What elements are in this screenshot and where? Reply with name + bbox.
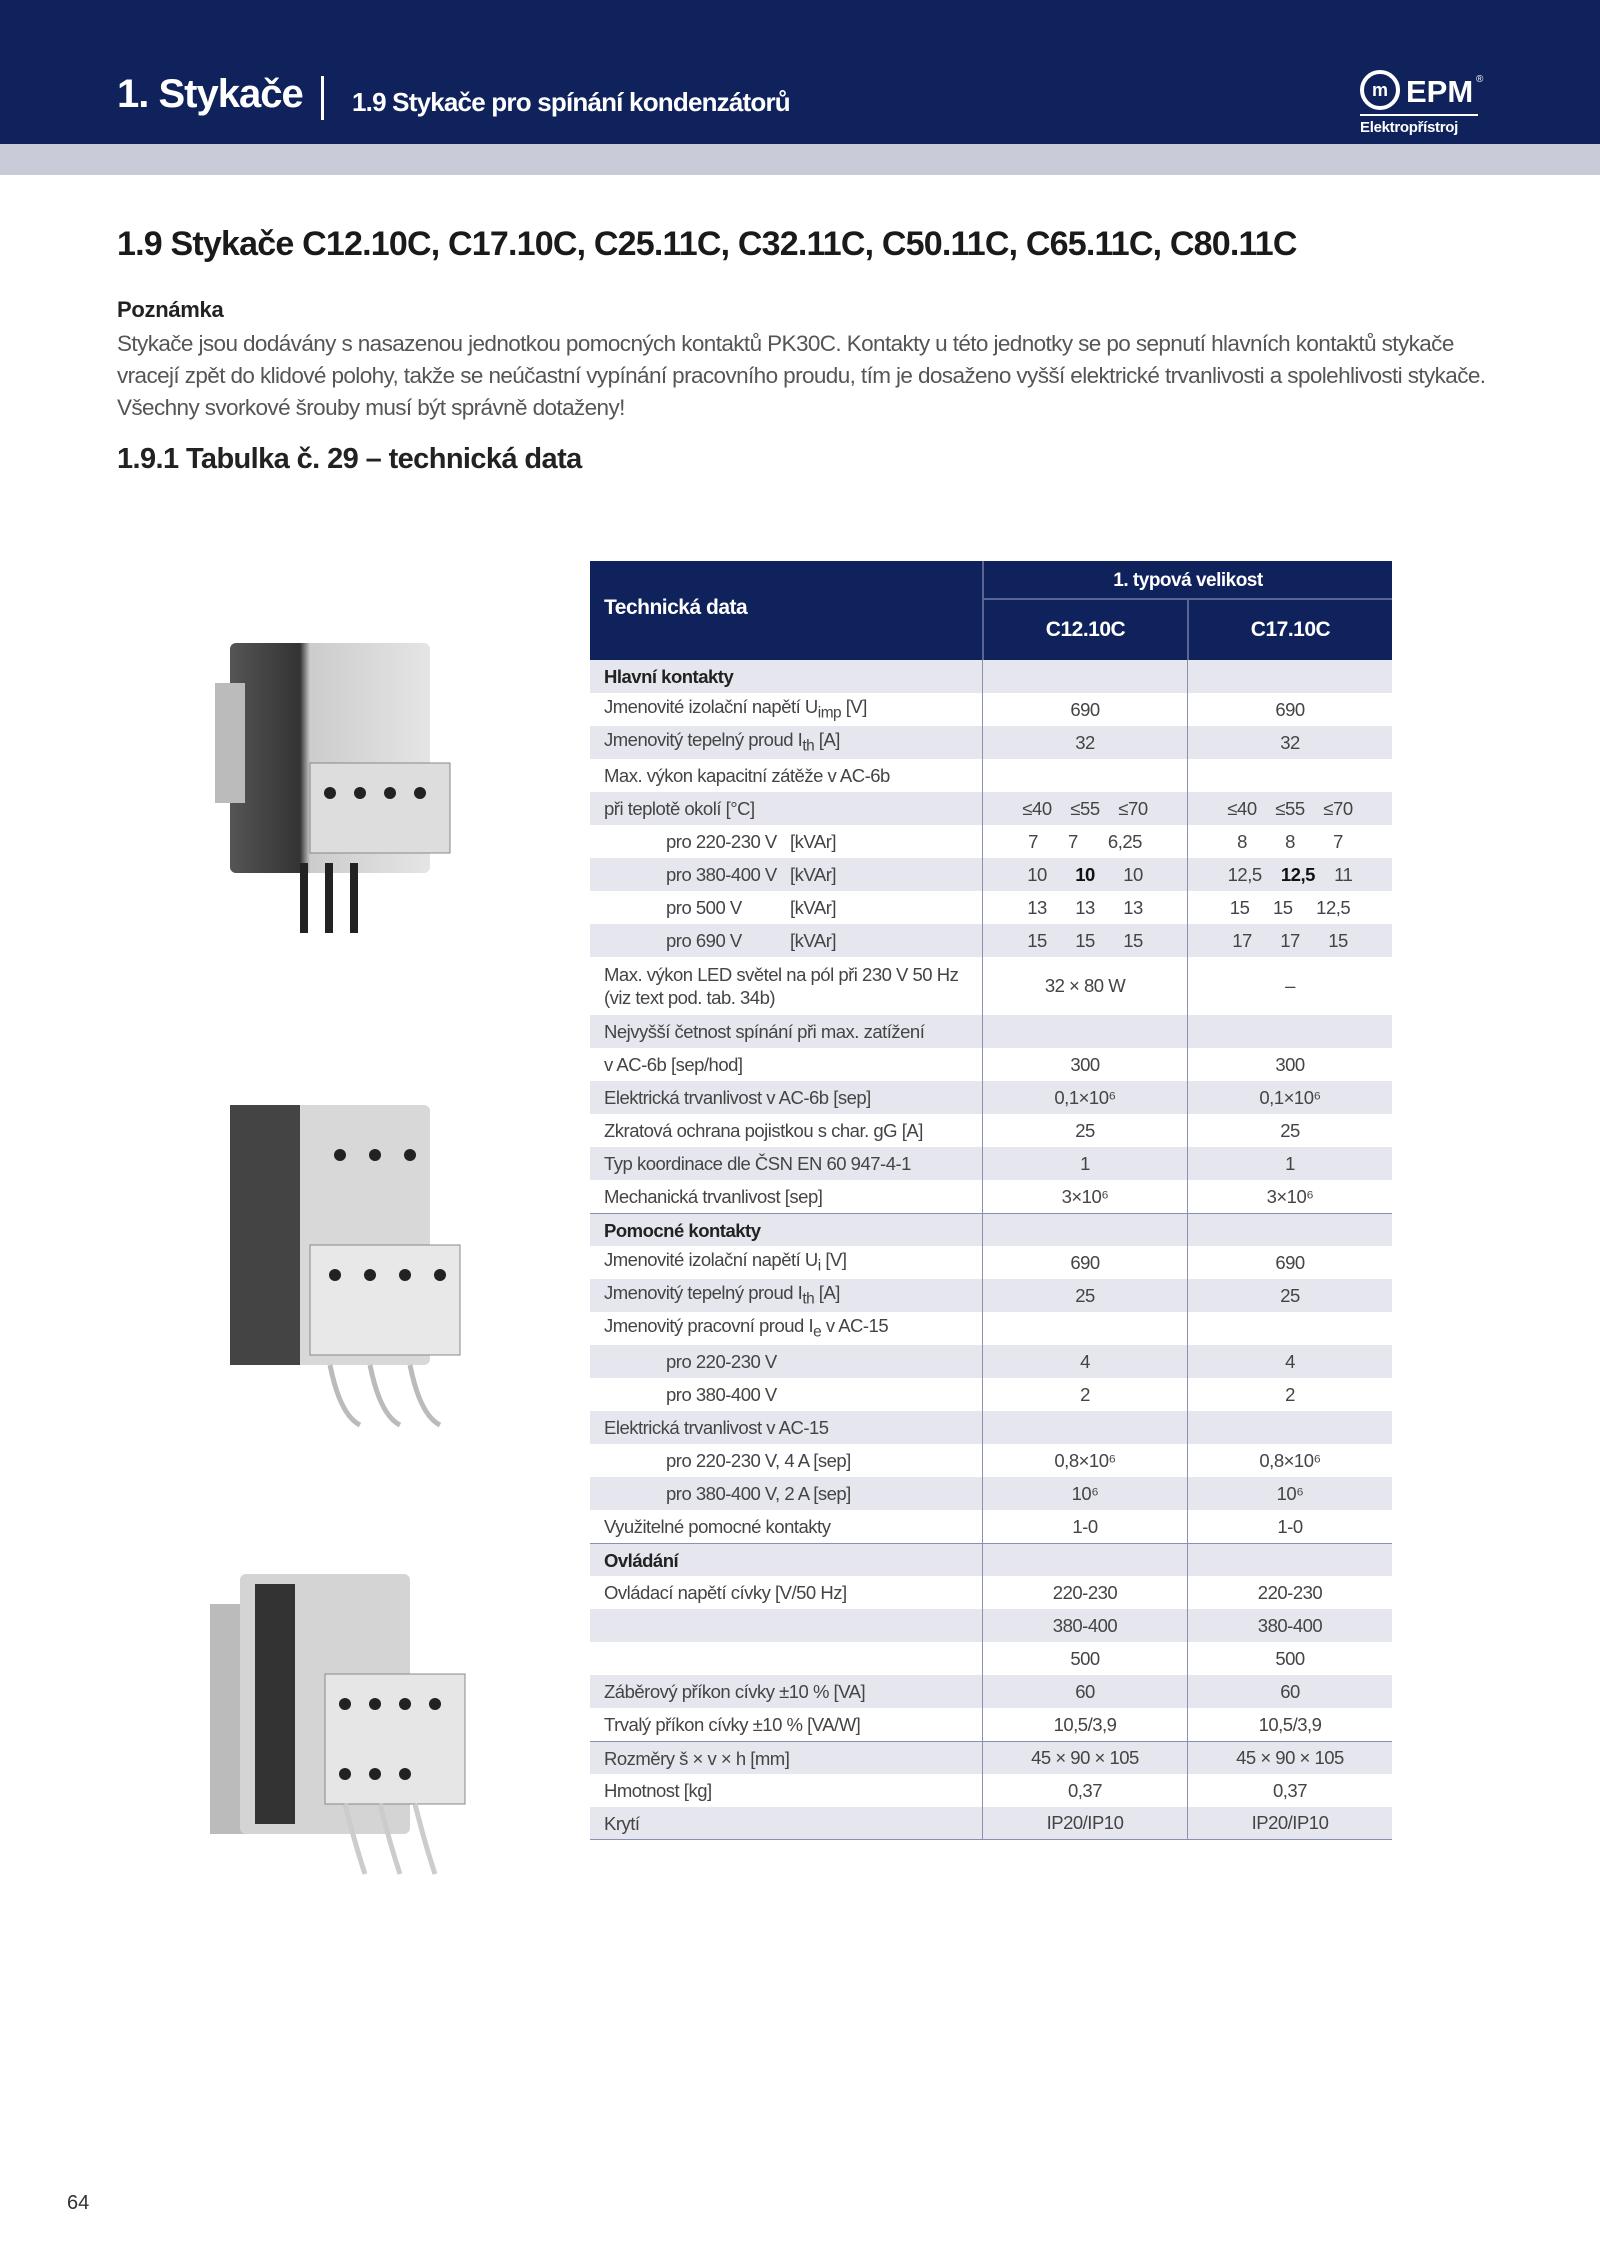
row-value-c17.10c: 690 bbox=[1187, 693, 1392, 726]
row-label bbox=[590, 797, 982, 820]
row-label-text: Pomocné kontakty bbox=[604, 1219, 761, 1241]
row-value-c12.10c: 25 bbox=[982, 1279, 1187, 1312]
row-subvalue: 13 bbox=[1027, 896, 1047, 918]
row-label-text: Rozměry š × v × h [mm] bbox=[604, 1747, 790, 1769]
row-value-c17.10c: 10,5/3,9 bbox=[1187, 1708, 1392, 1741]
row-value-c12.10c: 1 bbox=[982, 1147, 1187, 1180]
row-label-text: Hlavní kontakty bbox=[604, 666, 734, 687]
row-subvalue: ≤70 bbox=[1323, 797, 1353, 819]
row-subvalue: 17 bbox=[1280, 929, 1300, 951]
row-label-subscript: th bbox=[802, 737, 815, 755]
row-label bbox=[590, 1713, 982, 1736]
row-subvalue: ≤40 bbox=[1227, 797, 1257, 819]
row-label bbox=[590, 929, 982, 952]
table-row bbox=[590, 1246, 1392, 1279]
table-row bbox=[590, 1048, 1392, 1081]
row-subvalue: 10 bbox=[1123, 863, 1143, 885]
row-value-c12.10c bbox=[982, 858, 1187, 891]
row-label-suffix: [A] bbox=[814, 728, 840, 750]
row-value-c12.10c bbox=[982, 1411, 1187, 1444]
row-label bbox=[590, 1549, 982, 1572]
row-label-suffix: [V] bbox=[841, 695, 867, 717]
row-value-c12.10c bbox=[982, 792, 1187, 825]
table-row bbox=[590, 759, 1392, 792]
row-unit: [kVAr] bbox=[790, 831, 836, 852]
row-subvalue: 13 bbox=[1123, 896, 1143, 918]
row-value-c12.10c bbox=[982, 1015, 1187, 1048]
row-label-suffix: [V] bbox=[820, 1248, 847, 1270]
row-subvalue: ≤55 bbox=[1275, 797, 1305, 819]
table-row bbox=[590, 1345, 1392, 1378]
row-label-text: Jmenovitý tepelný proud I bbox=[604, 728, 803, 750]
row-subvalue: 11 bbox=[1334, 863, 1353, 885]
row-value-c17.10c bbox=[1187, 660, 1392, 693]
row-value-c17.10c bbox=[1187, 792, 1392, 825]
row-label-text: pro 380-400 V bbox=[666, 1384, 777, 1405]
table-row bbox=[590, 1411, 1392, 1444]
row-value-c17.10c bbox=[1187, 1214, 1392, 1246]
row-label bbox=[590, 1185, 982, 1208]
table-row bbox=[590, 726, 1392, 759]
row-label-text: Záběrový příkon cívky ±10 % [VA] bbox=[604, 1681, 866, 1702]
row-value-c17.10c: – bbox=[1187, 957, 1392, 1015]
row-value-c12.10c bbox=[982, 1544, 1187, 1576]
row-unit: [kVAr] bbox=[790, 864, 836, 885]
contactor-photo-3 bbox=[195, 1544, 480, 1899]
row-value-c12.10c bbox=[982, 825, 1187, 858]
row-label bbox=[590, 1515, 982, 1538]
header-technical-data: Technická data bbox=[604, 596, 748, 619]
row-subvalue: 15 bbox=[1272, 896, 1293, 918]
table-row bbox=[590, 792, 1392, 825]
table-row bbox=[590, 1609, 1392, 1642]
row-subvalue: 15 bbox=[1075, 929, 1095, 951]
row-value-c17.10c: 2 bbox=[1187, 1378, 1392, 1411]
table-row bbox=[590, 924, 1392, 957]
table-section-row bbox=[590, 1213, 1392, 1246]
row-value-c17.10c: 0,8×10⁶ bbox=[1187, 1444, 1392, 1477]
row-value-c17.10c: IP20/IP10 bbox=[1187, 1807, 1392, 1839]
row-value-c12.10c: 1-0 bbox=[982, 1510, 1187, 1543]
row-label-text: pro 220-230 V, 4 A [sep] bbox=[666, 1450, 851, 1471]
row-label-text: pro 380-400 V bbox=[666, 864, 777, 885]
page-number: 64 bbox=[67, 2192, 90, 2214]
table-row bbox=[590, 891, 1392, 924]
row-subvalue: 10 bbox=[1027, 863, 1047, 885]
technical-data-table bbox=[590, 561, 1392, 1840]
row-value-c12.10c bbox=[982, 660, 1187, 693]
row-label bbox=[590, 1482, 982, 1505]
row-unit: [kVAr] bbox=[790, 930, 836, 951]
table-header bbox=[590, 561, 1392, 660]
row-value-c17.10c bbox=[1187, 1544, 1392, 1576]
row-subvalue: 15 bbox=[1123, 929, 1143, 951]
row-value-c17.10c: 1 bbox=[1187, 1147, 1392, 1180]
row-label-text: pro 220-230 V bbox=[666, 831, 777, 852]
logo-subtitle: Elektropřístroj bbox=[1360, 119, 1459, 136]
table-row bbox=[590, 1015, 1392, 1048]
row-label-text: Jmenovité izolační napětí U bbox=[604, 695, 818, 717]
row-label bbox=[590, 1314, 982, 1344]
row-label-suffix: [A] bbox=[814, 1281, 840, 1303]
row-label-text: Ovládací napětí cívky [V/50 Hz] bbox=[604, 1582, 847, 1603]
row-label bbox=[590, 1350, 982, 1373]
chapter-title: 1. Stykače bbox=[117, 72, 303, 116]
row-label-text: Trvalý příkon cívky ±10 % [VA/W] bbox=[604, 1714, 861, 1735]
header-model-c17: C17.10C bbox=[1187, 600, 1392, 660]
row-label bbox=[590, 1416, 982, 1439]
row-label bbox=[590, 1119, 982, 1142]
row-label-subscript: imp bbox=[817, 704, 842, 722]
row-label-text: Typ koordinace dle ČSN EN 60 947-4-1 bbox=[604, 1153, 911, 1174]
row-value-c17.10c: 25 bbox=[1187, 1279, 1392, 1312]
row-value-c12.10c: 690 bbox=[982, 1246, 1187, 1279]
section-title: 1.9 Stykače pro spínání kondenzátorů bbox=[352, 87, 790, 117]
row-label bbox=[590, 896, 982, 919]
header-divider bbox=[321, 76, 324, 120]
row-value-c17.10c: 32 bbox=[1187, 726, 1392, 759]
row-subvalue: 12,5 bbox=[1227, 863, 1262, 885]
row-value-c17.10c bbox=[1187, 1312, 1392, 1345]
row-value-c17.10c: 25 bbox=[1187, 1114, 1392, 1147]
row-label-text: Nejvyšší četnost spínání při max. zatížení bbox=[604, 1021, 925, 1042]
row-value-c17.10c bbox=[1187, 825, 1392, 858]
logo-registered: ® bbox=[1476, 74, 1484, 85]
contactor-photo-1 bbox=[200, 613, 480, 963]
table-row bbox=[590, 1576, 1392, 1609]
row-value-c17.10c bbox=[1187, 1015, 1392, 1048]
row-subvalue: 13 bbox=[1075, 896, 1095, 918]
table-row bbox=[590, 825, 1392, 858]
row-label-suffix: v AC-15 bbox=[821, 1314, 889, 1336]
table-row bbox=[590, 1444, 1392, 1477]
row-value-c17.10c bbox=[1187, 1411, 1392, 1444]
row-value-c12.10c: 0,1×10⁶ bbox=[982, 1081, 1187, 1114]
row-label bbox=[590, 1281, 982, 1311]
row-value-c12.10c bbox=[982, 759, 1187, 792]
row-subvalue: 15 bbox=[1027, 929, 1047, 951]
table-row bbox=[590, 1081, 1392, 1114]
row-label-text: Jmenovité izolační napětí U bbox=[604, 1248, 818, 1270]
row-subvalue: ≤70 bbox=[1118, 797, 1148, 819]
row-subvalue: 6,25 bbox=[1107, 830, 1142, 852]
row-value-c12.10c bbox=[982, 924, 1187, 957]
row-label-subscript: e bbox=[813, 1323, 822, 1341]
row-value-c17.10c: 300 bbox=[1187, 1048, 1392, 1081]
row-value-c12.10c: 380-400 bbox=[982, 1609, 1187, 1642]
row-value-c17.10c: 45 × 90 × 105 bbox=[1187, 1742, 1392, 1774]
row-label bbox=[590, 1747, 982, 1770]
row-label-text: Mechanická trvanlivost [sep] bbox=[604, 1186, 823, 1207]
epm-logo bbox=[1360, 70, 1485, 140]
logo-line bbox=[1360, 114, 1478, 116]
row-subvalue: 10 bbox=[1075, 863, 1095, 885]
row-label bbox=[590, 665, 982, 688]
row-label bbox=[590, 1581, 982, 1604]
table-body bbox=[590, 660, 1392, 1840]
row-value-c12.10c: 220-230 bbox=[982, 1576, 1187, 1609]
row-subvalue: ≤40 bbox=[1022, 797, 1052, 819]
row-value-c17.10c: 4 bbox=[1187, 1345, 1392, 1378]
row-value-c17.10c: 500 bbox=[1187, 1642, 1392, 1675]
row-subvalue: 15 bbox=[1229, 896, 1250, 918]
row-label-text: v AC-6b [sep/hod] bbox=[604, 1054, 743, 1075]
contactor-photo-2 bbox=[210, 1075, 480, 1445]
row-label-text: Max. výkon kapacitní zátěže v AC-6b bbox=[604, 765, 890, 786]
row-subvalue: 8 bbox=[1285, 830, 1295, 852]
note-title: Poznámka bbox=[117, 297, 224, 322]
row-value-c12.10c: 690 bbox=[982, 693, 1187, 726]
table-row bbox=[590, 1708, 1392, 1741]
row-value-c12.10c: 2 bbox=[982, 1378, 1187, 1411]
row-label-line2: (viz text pod. tab. 34b) bbox=[604, 987, 776, 1008]
row-value-c17.10c bbox=[1187, 891, 1392, 924]
table-row bbox=[590, 1477, 1392, 1510]
row-label bbox=[590, 1248, 982, 1278]
row-subvalue: 12,5 bbox=[1316, 896, 1351, 918]
row-subvalue: 7 bbox=[1028, 830, 1038, 852]
row-value-c12.10c: 0,8×10⁶ bbox=[982, 1444, 1187, 1477]
row-value-c17.10c: 10⁶ bbox=[1187, 1477, 1392, 1510]
row-label-text: Využitelné pomocné kontakty bbox=[604, 1516, 831, 1537]
row-label bbox=[590, 1020, 982, 1043]
row-value-c12.10c: 32 × 80 W bbox=[982, 957, 1187, 1015]
table-row bbox=[590, 1807, 1392, 1840]
row-subvalue: 7 bbox=[1333, 830, 1343, 852]
logo-mark-icon: m bbox=[1360, 70, 1400, 110]
page-title: 1.9 Stykače C12.10C, C17.10C, C25.11C, C32.11C, C50.11C, C65.11C, C80.11C bbox=[117, 225, 1297, 263]
table-row bbox=[590, 1510, 1392, 1543]
row-label bbox=[590, 1449, 982, 1472]
row-label-text: pro 500 V bbox=[666, 897, 742, 918]
row-label-text: Hmotnost [kg] bbox=[604, 1780, 712, 1801]
row-value-c12.10c: 32 bbox=[982, 726, 1187, 759]
table-row bbox=[590, 1642, 1392, 1675]
row-value-c12.10c: 3×10⁶ bbox=[982, 1180, 1187, 1213]
row-subvalue: 17 bbox=[1232, 929, 1252, 951]
row-label-text: Jmenovitý tepelný proud I bbox=[604, 1281, 803, 1303]
header-band bbox=[0, 144, 1600, 175]
row-value-c12.10c: IP20/IP10 bbox=[982, 1807, 1187, 1839]
row-value-c17.10c bbox=[1187, 858, 1392, 891]
row-value-c12.10c: 0,37 bbox=[982, 1774, 1187, 1807]
row-value-c17.10c: 220-230 bbox=[1187, 1576, 1392, 1609]
table-row bbox=[590, 957, 1392, 1015]
row-label bbox=[590, 1779, 982, 1802]
table-row bbox=[590, 1114, 1392, 1147]
row-subvalue: ≤55 bbox=[1070, 797, 1100, 819]
row-value-c12.10c: 10,5/3,9 bbox=[982, 1708, 1187, 1741]
row-label-text: Zkratová ochrana pojistkou s char. gG [A] bbox=[604, 1120, 923, 1141]
table-row bbox=[590, 1147, 1392, 1180]
row-value-c12.10c: 300 bbox=[982, 1048, 1187, 1081]
header-model-c12: C12.10C bbox=[982, 600, 1187, 660]
row-label bbox=[590, 1383, 982, 1406]
row-label bbox=[590, 1219, 982, 1242]
row-label bbox=[590, 963, 982, 1009]
row-value-c17.10c: 0,1×10⁶ bbox=[1187, 1081, 1392, 1114]
row-value-c12.10c bbox=[982, 1312, 1187, 1345]
row-value-c12.10c: 45 × 90 × 105 bbox=[982, 1742, 1187, 1774]
table-row bbox=[590, 1312, 1392, 1345]
logo-brand: EPM bbox=[1406, 74, 1474, 109]
row-label-text: Elektrická trvanlivost v AC-6b [sep] bbox=[604, 1087, 871, 1108]
row-label bbox=[590, 1053, 982, 1076]
row-label bbox=[590, 695, 982, 725]
row-value-c12.10c: 25 bbox=[982, 1114, 1187, 1147]
row-label-text: při teplotě okolí [°C] bbox=[604, 798, 755, 819]
header-size-group: 1. typová velikost bbox=[982, 561, 1392, 600]
table-title: 1.9.1 Tabulka č. 29 – technická data bbox=[117, 443, 582, 475]
row-value-c17.10c: 0,37 bbox=[1187, 1774, 1392, 1807]
row-label-text: pro 380-400 V, 2 A [sep] bbox=[666, 1483, 851, 1504]
row-label bbox=[590, 1812, 982, 1835]
row-label bbox=[590, 1086, 982, 1109]
row-value-c17.10c: 690 bbox=[1187, 1246, 1392, 1279]
row-value-c12.10c: 10⁶ bbox=[982, 1477, 1187, 1510]
row-label-subscript: th bbox=[802, 1290, 815, 1308]
table-row bbox=[590, 858, 1392, 891]
table-row bbox=[590, 1279, 1392, 1312]
row-value-c17.10c: 60 bbox=[1187, 1675, 1392, 1708]
row-value-c17.10c bbox=[1187, 759, 1392, 792]
row-value-c17.10c: 3×10⁶ bbox=[1187, 1180, 1392, 1213]
row-subvalue: 7 bbox=[1067, 830, 1078, 852]
row-value-c12.10c: 4 bbox=[982, 1345, 1187, 1378]
row-label bbox=[590, 728, 982, 758]
row-label bbox=[590, 1680, 982, 1703]
row-label bbox=[590, 764, 982, 787]
row-subvalue: 15 bbox=[1328, 929, 1348, 951]
row-subvalue: 12,5 bbox=[1280, 863, 1315, 885]
row-label bbox=[590, 1152, 982, 1175]
note-text: Stykače jsou dodávány s nasazenou jednotkou pomocných kontaktů PK30C. Kontakty u této jednotky se po sepnutí hlavních kontaktů stykače vracejí zpět do klidové polohy, takže se neúčastní vypínání pracovního proudu, tím je dosaženo vyšší elektrické trvanlivosti a spolehlivosti stykače. Všechny svorkové šrouby musí být správně dotaženy! bbox=[117, 331, 1486, 420]
row-value-c17.10c: 1-0 bbox=[1187, 1510, 1392, 1543]
table-row bbox=[590, 1741, 1392, 1774]
row-label-text: pro 690 V bbox=[666, 930, 742, 951]
row-label-text: Jmenovitý pracovní proud I bbox=[604, 1314, 814, 1336]
row-unit: [kVAr] bbox=[790, 897, 836, 918]
table-row bbox=[590, 1180, 1392, 1213]
row-value-c17.10c bbox=[1187, 924, 1392, 957]
table-row bbox=[590, 1675, 1392, 1708]
row-value-c12.10c bbox=[982, 1214, 1187, 1246]
row-subvalue: 8 bbox=[1237, 830, 1247, 852]
table-row bbox=[590, 693, 1392, 726]
row-value-c12.10c: 500 bbox=[982, 1642, 1187, 1675]
table-row bbox=[590, 1774, 1392, 1807]
row-label-text: Elektrická trvanlivost v AC-15 bbox=[604, 1417, 829, 1438]
row-label-text: Ovládání bbox=[604, 1549, 679, 1571]
row-value-c12.10c: 60 bbox=[982, 1675, 1187, 1708]
row-label bbox=[590, 863, 982, 886]
row-label-subscript: i bbox=[817, 1257, 821, 1275]
row-value-c12.10c bbox=[982, 891, 1187, 924]
row-label-text: Krytí bbox=[604, 1812, 640, 1834]
row-label-text: Max. výkon LED světel na pól při 230 V 50 Hz bbox=[604, 964, 959, 985]
row-label-text: pro 220-230 V bbox=[666, 1351, 777, 1372]
table-section-row bbox=[590, 660, 1392, 693]
table-section-row bbox=[590, 1543, 1392, 1576]
row-value-c17.10c: 380-400 bbox=[1187, 1609, 1392, 1642]
table-row bbox=[590, 1378, 1392, 1411]
row-label bbox=[590, 830, 982, 853]
